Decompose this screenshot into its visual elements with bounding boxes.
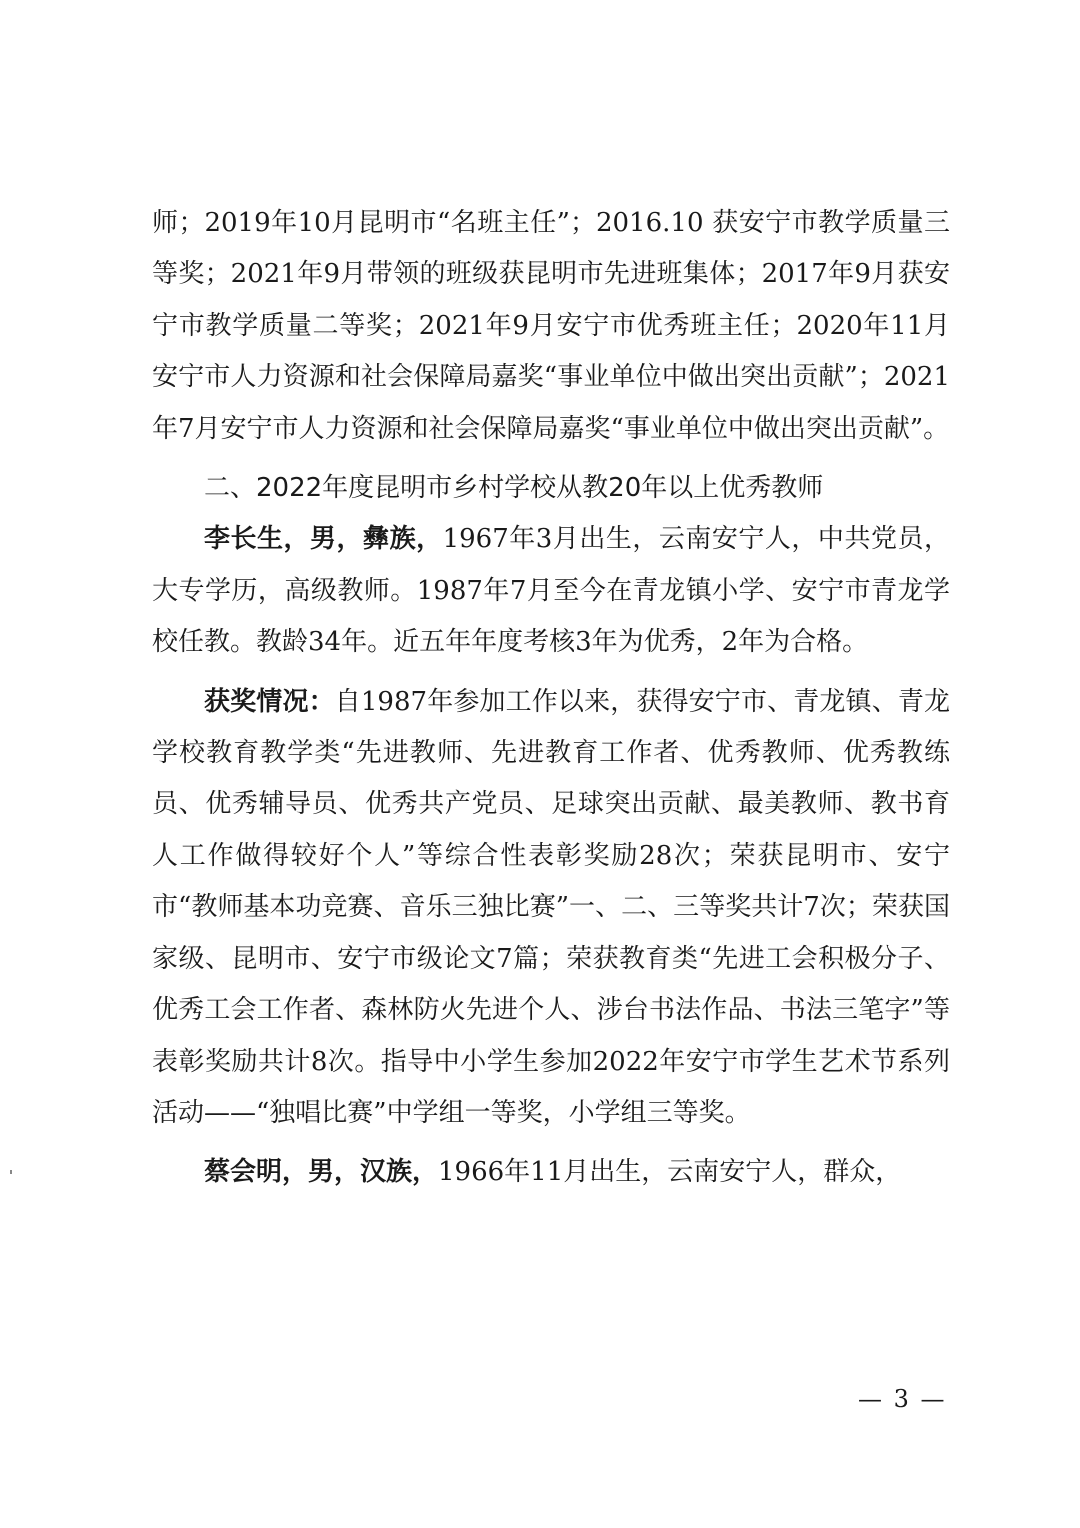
scan-margin-mark bbox=[10, 1170, 12, 1174]
person1-name: 李长生，男，彝族， bbox=[204, 524, 443, 555]
page-number: — 3 — bbox=[858, 1385, 947, 1413]
person2-name: 蔡会明，男，汉族， bbox=[204, 1157, 439, 1188]
awards-paragraph bbox=[152, 677, 950, 1140]
document-body bbox=[152, 198, 950, 1199]
section-heading: 二、2022年度昆明市乡村学校从教20年以上优秀教师 bbox=[204, 473, 824, 504]
person2-bio: 1966年11月出生，云南安宁人，群众， bbox=[438, 1157, 902, 1188]
person2-paragraph bbox=[152, 1147, 950, 1198]
intro-paragraph: 师；2019年10月昆明市“名班主任”；2016.10 获安宁市教学质量三等奖；2021年9月带领的班级获昆明市先进班集体；2017年9月获安宁市教学质量二等奖；2021年9月安宁市优秀班主任；2020年11月安宁市人力资源和社会保障局嘉奖“事业单位中做出突出贡献”；2021年7月安宁市人力资源和社会保障局嘉奖“事业单位中做出突出贡献”。 bbox=[152, 208, 950, 444]
person1-paragraph bbox=[152, 514, 950, 668]
awards-text: 自1987年参加工作以来，获得安宁市、青龙镇、青龙学校教育教学类“先进教师、先进教育工作者、优秀教师、优秀教练员、优秀辅导员、优秀共产党员、足球突出贡献、最美教师、教书育人工作做得较好个人”等综合性表彰奖励28次；荣获昆明市、安宁市“教师基本功竞赛、音乐三独比赛”一、二、三等奖共计7次；荣获国家级、昆明市、安宁市级论文7篇；荣获教育类“先进工会积极分子、优秀工会工作者、森林防火先进个人、涉台书法作品、书法三笔字”等表彰奖励共计8次。指导中小学生参加2022年安宁市学生艺术节系列活动——“独唱比赛”中学组一等奖，小学组三等奖。 bbox=[152, 686, 950, 1128]
person1-bio: 1967年3月出生，云南安宁人，中共党员，大专学历，高级教师。1987年7月至今在青龙镇小学、安宁市青龙学校任教。教龄34年。近五年年度考核3年为优秀，2年为合格。 bbox=[152, 524, 950, 658]
awards-label: 获奖情况： bbox=[204, 686, 335, 717]
